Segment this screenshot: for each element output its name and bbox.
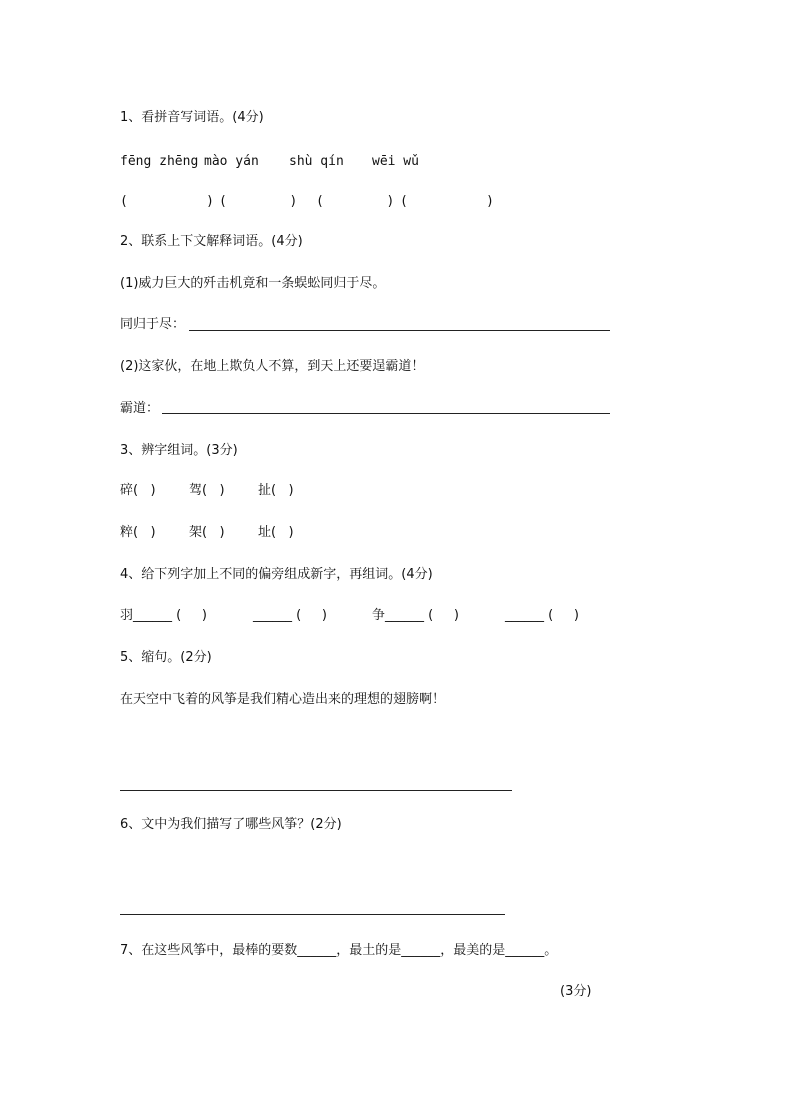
q7-text[interactable]: 7、在这些风筝中，最棒的要数______，最土的是______，最美的是______。 bbox=[120, 943, 558, 958]
q1-pinyin-3: shù qín bbox=[289, 154, 344, 169]
q2-sentence-1: (1)威力巨大的歼击机竟和一条蜈蚣同归于尽。 bbox=[120, 276, 386, 291]
q4-title: 4、给下列字加上不同的偏旁组成新字，再组词。(4分) bbox=[120, 567, 433, 582]
q4-item-3[interactable]: 争______ ( ) bbox=[372, 608, 459, 623]
q6-answer-line[interactable] bbox=[120, 914, 505, 915]
q4-item-4[interactable]: ______ ( ) bbox=[505, 608, 579, 623]
q3-r2-item-1[interactable]: 粹( ) bbox=[120, 525, 156, 540]
q1-blank-2[interactable]: ( ) bbox=[219, 194, 298, 209]
q2-label-1: 同归于尽： bbox=[120, 317, 186, 332]
q1-pinyin-2: mào yán bbox=[204, 154, 259, 169]
q1-blank-4[interactable]: ( ) bbox=[400, 194, 494, 209]
q1-blank-3[interactable]: ( ) bbox=[316, 194, 395, 209]
q2-title: 2、联系上下文解释词语。(4分) bbox=[120, 234, 303, 249]
q5-title: 5、缩句。(2分) bbox=[120, 650, 212, 665]
q2-label-2: 霸道： bbox=[120, 401, 160, 416]
q3-r1-item-2[interactable]: 驾( ) bbox=[189, 483, 225, 498]
q6-title: 6、文中为我们描写了哪些风筝？(2分) bbox=[120, 817, 342, 832]
q7-score: (3分) bbox=[560, 984, 592, 999]
q3-title: 3、辨字组词。(3分) bbox=[120, 443, 238, 458]
q4-item-1[interactable]: 羽______ ( ) bbox=[120, 608, 207, 623]
q3-r2-item-3[interactable]: 址( ) bbox=[258, 525, 294, 540]
q3-r1-item-1[interactable]: 碎( ) bbox=[120, 483, 156, 498]
q1-title: 1、看拼音写词语。(4分) bbox=[120, 110, 264, 125]
q3-r2-item-2[interactable]: 架( ) bbox=[189, 525, 225, 540]
q1-blank-1[interactable]: ( ) bbox=[120, 194, 214, 209]
q5-sentence: 在天空中飞着的风筝是我们精心造出来的理想的翅膀啊！ bbox=[120, 692, 446, 707]
q2-answer-line-2[interactable] bbox=[162, 413, 610, 414]
q1-pinyin-4: wēi wǔ bbox=[372, 154, 419, 169]
q2-answer-line-1[interactable] bbox=[189, 330, 610, 331]
q3-r1-item-3[interactable]: 扯( ) bbox=[258, 483, 294, 498]
q1-pinyin-1: fēng zhēng bbox=[120, 154, 199, 169]
q4-item-2[interactable]: ______ ( ) bbox=[253, 608, 327, 623]
q2-sentence-2: (2)这家伙，在地上欺负人不算，到天上还要逞霸道！ bbox=[120, 359, 425, 374]
q5-answer-line[interactable] bbox=[120, 790, 512, 791]
